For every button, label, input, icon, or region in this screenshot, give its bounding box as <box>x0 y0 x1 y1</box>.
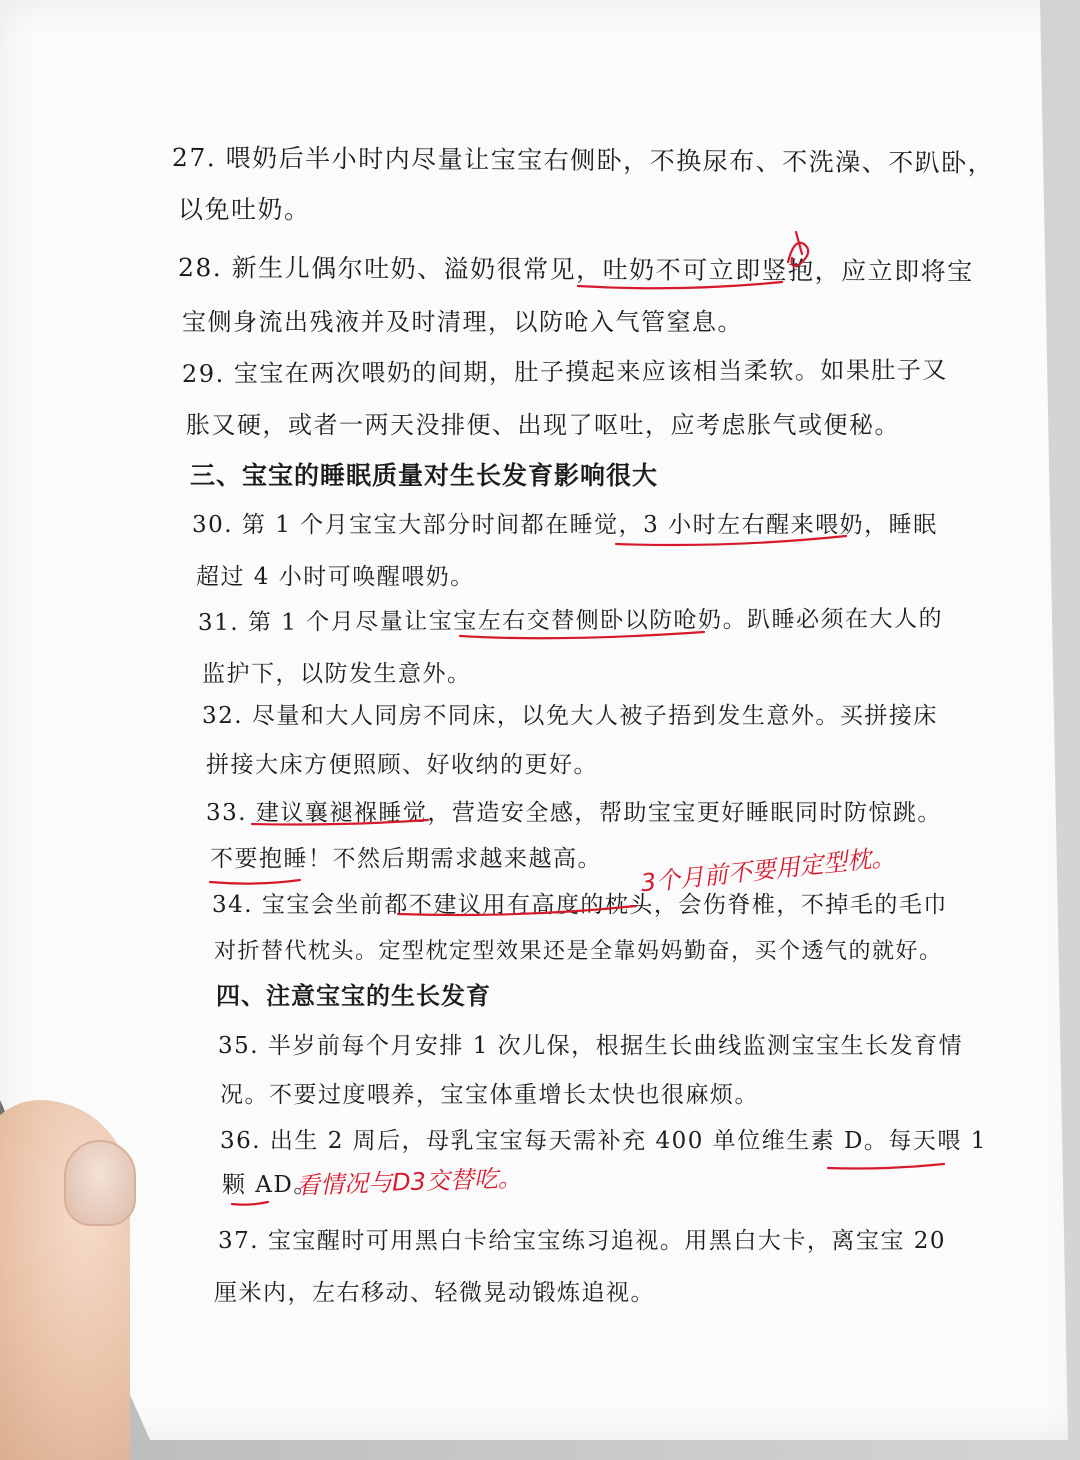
underline-36 <box>828 1164 944 1169</box>
item-30-line-2: 超过 4 小时可唤醒喂奶。 <box>196 564 475 590</box>
underline-31 <box>460 632 704 638</box>
section-3-heading: 三、宝宝的睡眠质量对生长发育影响很大 <box>190 461 659 490</box>
item-37-line-1: 37. 宝宝醒时可用黑白卡给宝宝练习追视。用黑白大卡，离宝宝 20 <box>218 1228 946 1254</box>
item-30-line-1: 30. 第 1 个月宝宝大部分时间都在睡觉，3 小时左右醒来喂奶，睡眠 <box>192 512 938 538</box>
item-27-line-1: 27. 喂奶后半小时内尽量让宝宝右侧卧，不换尿布、不洗澡、不趴卧， <box>171 143 995 178</box>
check-mark-28 <box>788 232 808 266</box>
item-31-line-1: 31. 第 1 个月尽量让宝宝左右交替侧卧以防呛奶。趴睡必须在大人的 <box>197 606 944 636</box>
underline-36b <box>232 1202 268 1205</box>
underline-28 <box>578 282 782 288</box>
item-36-line-2: 颗 AD。 <box>222 1172 318 1198</box>
item-34-line-2: 对折替代枕头。定型枕定型效果还是全靠妈妈勤奋，买个透气的就好。 <box>214 939 943 964</box>
item-33-line-1: 33. 建议襄褪褓睡觉，营造安全感，帮助宝宝更好睡眠同时防惊跳。 <box>206 800 942 826</box>
item-29-line-1: 29. 宝宝在两次喂奶的间期，肚子摸起来应该相当柔软。如果肚子又 <box>181 355 948 388</box>
item-33-line-2: 不要抱睡！不然后期需求越来越高。 <box>210 846 602 872</box>
item-34-line-1: 34. 宝宝会坐前都不建议用有高度的枕头，会伤脊椎，不掉毛的毛巾 <box>212 892 948 918</box>
underline-30 <box>616 536 846 545</box>
item-27-line-2: 以免吐奶。 <box>178 195 311 224</box>
item-35-line-1: 35. 半岁前每个月安排 1 次儿保，根据生长曲线监测宝宝生长发育情 <box>218 1033 964 1059</box>
item-31-line-2: 监护下，以防发生意外。 <box>202 661 472 687</box>
item-35-line-2: 况。不要过度喂养，宝宝体重增长太快也很麻烦。 <box>220 1082 759 1108</box>
item-28-line-1: 28. 新生儿偶尔吐奶、溢奶很常见，吐奶不可立即竖抱，应立即将宝 <box>177 253 974 287</box>
item-37-line-2: 厘米内，左右移动、轻微晃动锻炼追视。 <box>214 1280 655 1306</box>
item-36-line-1: 36. 出生 2 周后，母乳宝宝每天需补充 400 单位维生素 D。每天喂 1 <box>220 1128 987 1154</box>
section-4-heading: 四、注意宝宝的生长发育 <box>216 982 491 1010</box>
handwritten-note-36: 看情况与D3交替吃。 <box>295 1164 523 1200</box>
underline-33b <box>210 880 300 884</box>
item-32-line-2: 拼接大床方便照顾、好收纳的更好。 <box>206 752 598 778</box>
item-29-line-2: 胀又硬，或者一两天没排便、出现了呕吐，应考虑胀气或便秘。 <box>186 411 900 439</box>
thumb-nail <box>64 1140 136 1226</box>
item-32-line-1: 32. 尽量和大人同房不同床，以免大人被子捂到发生意外。买拼接床 <box>202 703 938 729</box>
handwritten-note-34: 3个月前不要用定型枕。 <box>639 842 897 898</box>
underline-34 <box>398 906 636 915</box>
underline-33 <box>252 820 428 825</box>
item-28-line-2: 宝侧身流出残液并及时清理，以防呛入气管窒息。 <box>182 308 743 336</box>
